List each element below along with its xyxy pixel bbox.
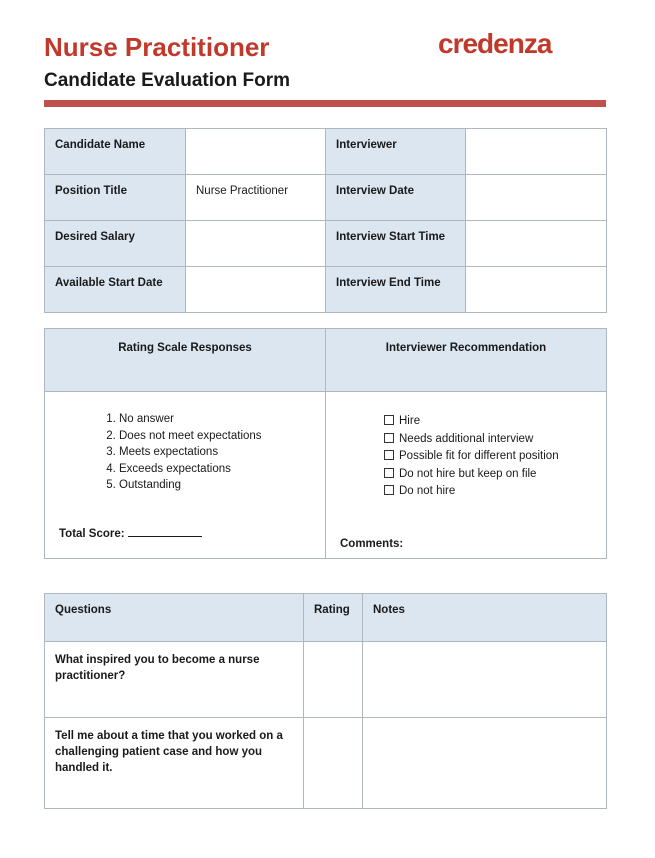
option-label: Needs additional interview [399,432,534,445]
desired-salary-field[interactable] [186,221,326,267]
rating-scale-heading: Rating Scale Responses [45,329,326,392]
recommendation-option[interactable] [384,431,559,449]
interview-date-label: Interview Date [326,175,466,221]
interview-end-time-field[interactable] [466,267,607,313]
option-label: Possible fit for different position [399,450,559,462]
checkbox-icon[interactable] [384,433,394,443]
rating-scale-item: 5. Outstanding [119,477,262,494]
rating-scale-list [95,411,262,494]
credenza-logo: credenza [438,28,552,59]
table-row [45,221,607,267]
checkbox-icon[interactable] [384,468,394,478]
table-row [45,329,607,392]
interviewer-field[interactable] [466,129,607,175]
notes-field[interactable] [363,642,607,718]
checkbox-icon[interactable] [384,450,394,460]
desired-salary-label: Desired Salary [45,221,186,267]
available-start-date-label: Available Start Date [45,267,186,313]
rating-header: Rating [304,594,363,642]
candidate-name-label: Candidate Name [45,129,186,175]
interview-start-time-field[interactable] [466,221,607,267]
position-title-label: Position Title [45,175,186,221]
table-row [45,392,607,559]
table-row [45,718,607,809]
header-divider [44,100,606,107]
table-row [45,267,607,313]
rating-scale-item: 2. Does not meet expectations [119,428,262,445]
recommendation-heading: Interviewer Recommendation [326,329,607,392]
interviewer-label: Interviewer [326,129,466,175]
available-start-date-field[interactable] [186,267,326,313]
interview-end-time-label: Interview End Time [326,267,466,313]
recommendation-option[interactable] [384,466,559,484]
form-title: Nurse Practitioner [44,32,270,62]
interview-date-field[interactable] [466,175,607,221]
recommendation-option[interactable] [384,483,559,501]
total-score [59,526,202,540]
candidate-name-field[interactable] [186,129,326,175]
option-label: Do not hire [399,485,456,497]
question-text: Tell me about a time that you worked on a challenging patient case and how you handled it. [45,718,304,809]
rating-scale-item: 3. Meets expectations [119,444,262,461]
rating-field[interactable] [304,642,363,718]
recommendation-cell [326,392,607,559]
interview-start-time-label: Interview Start Time [326,221,466,267]
checkbox-icon[interactable] [384,415,394,425]
form-subtitle: Candidate Evaluation Form [44,70,290,91]
total-score-label: Total Score: [59,528,125,540]
notes-field[interactable] [363,718,607,809]
table-row [45,175,607,221]
questions-header: Questions [45,594,304,642]
questions-table [44,593,607,809]
question-text: What inspired you to become a nurse practitioner? [45,642,304,718]
option-label: Do not hire but keep on file [399,467,537,480]
rating-scale-cell [45,392,326,559]
rating-scale-item: 4. Exceeds expectations [119,461,262,478]
notes-header: Notes [363,594,607,642]
rating-scale-item: 1. No answer [119,411,262,428]
recommendation-option[interactable] [384,448,559,466]
table-row [45,642,607,718]
option-label: Hire [399,415,421,427]
recommendation-options [384,413,559,501]
rating-field[interactable] [304,718,363,809]
total-score-field[interactable] [128,526,202,537]
position-title-field[interactable]: Nurse Practitioner [186,175,326,221]
recommendation-option[interactable] [384,413,559,431]
rating-recommendation-table [44,328,607,559]
comments-label: Comments: [340,538,404,550]
table-row [45,129,607,175]
checkbox-icon[interactable] [384,485,394,495]
table-row [45,594,607,642]
candidate-info-table [44,128,607,313]
